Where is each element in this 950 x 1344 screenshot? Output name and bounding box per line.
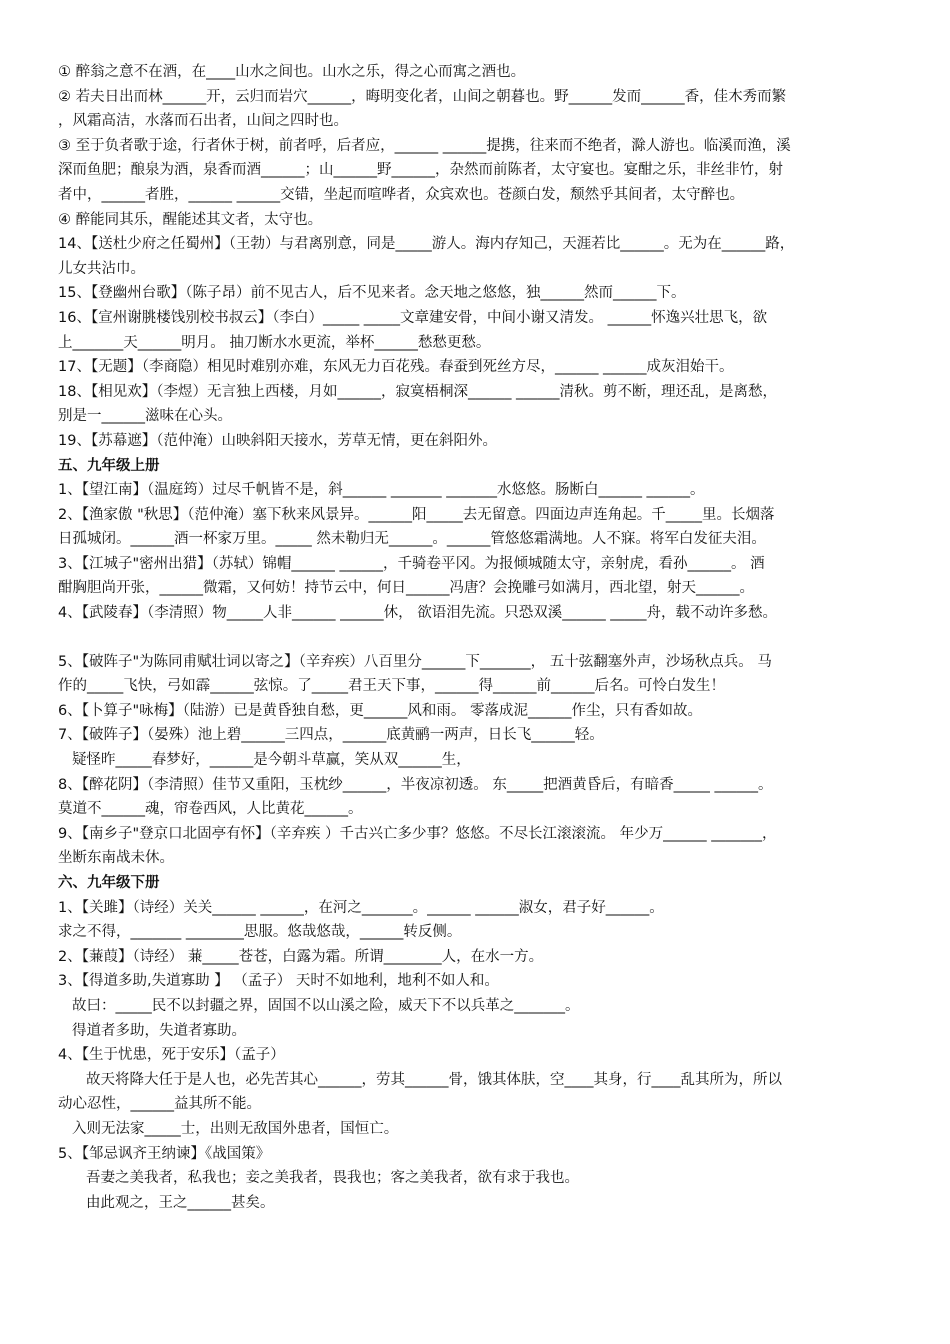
text-line: 故天将降大任于是人也，必先苦其心______，劳其______骨，饿其体肤，空____其身，行____乱其所为，所以 bbox=[86, 1071, 782, 1088]
text-line: 入则无法家_____士，出则无敌国外患者，国恒亡。 bbox=[72, 1120, 399, 1137]
text-line: ① 醉翁之意不在酒，在____山水之间也。山水之乐，得之心而寓之酒也。 bbox=[58, 64, 526, 80]
text-line: 作的_____飞快，弓如霹______弦惊。了_____君王天下事，______得______前______后名。可怜白发生！ bbox=[58, 678, 725, 695]
text-line: 4、【武陵春】（李清照）物_____人非______ ______休， 欲语泪先流。只恐双溪______ _____舟，载不动许多愁。 bbox=[58, 605, 778, 622]
section-heading: 五、九年级上册 bbox=[58, 457, 160, 474]
text-line: 疑怪昨_____春梦好，______是今朝斗草赢，笑从双______生， bbox=[72, 752, 471, 769]
text-line: 故曰：_____民不以封疆之界，固国不以山溪之险，威天下不以兵革之_______。 bbox=[72, 997, 580, 1014]
text-line: 17、【无题】（李商隐）相见时难别亦难，东风无力百花残。春蚕到死丝方尽，______ ______成灰泪始干。 bbox=[58, 359, 734, 376]
text-line: 1、【望江南】（温庭筠）过尽千帆皆不是，斜______ _______ _______水悠悠。肠断白______ ______。 bbox=[58, 482, 705, 499]
text-line: 者中，______者胜，______ ______交错，坐起而喧哗者，众宾欢也。苍颜白发，颓然乎其间者，太守醉也。 bbox=[58, 186, 745, 203]
text-line: 求之不得，_______ ________思服。悠哉悠哉，______转反侧。 bbox=[58, 924, 462, 941]
text-line: 3、【江城子"密州出猎】（苏轼）锦帽______ ______，千骑卷平冈。为报倾城随太守，亲射虎，看孙______。 酒 bbox=[58, 555, 765, 572]
text-line: 5、【邹忌讽齐王纳谏】《战国策》 bbox=[58, 1145, 271, 1162]
text-line: 深而鱼肥；酿泉为酒，泉香而酒______；山______野______，杂然而前陈者，太守宴也。宴酣之乐，非丝非竹，射 bbox=[58, 162, 783, 179]
text-line: 6、【卜算子"咏梅】（陆游）已是黄昏独自愁，更______风和雨。 零落成泥______作尘，只有香如故。 bbox=[58, 702, 703, 719]
text-line: 儿女共沾巾。 bbox=[58, 260, 145, 277]
text-line: ④ 醉能同其乐，醒能述其文者，太守也。 bbox=[58, 211, 323, 228]
blank-line bbox=[58, 626, 918, 650]
text-line: ，风霜高洁，水落而石出者，山间之四时也。 bbox=[58, 113, 348, 130]
text-line: 动心忍性，______益其所不能。 bbox=[58, 1096, 261, 1113]
text-line: 16、【宣州谢朓楼饯别校书叔云】（李白）_____ _____文章建安骨，中间小谢又清发。 ______怀逸兴壮思飞，欲 bbox=[58, 309, 768, 326]
text-line: 14、【送杜少府之任蜀州】（王勃）与君离别意，同是_____游人。海内存知己，天涯若比______。无为在______路， bbox=[58, 236, 795, 253]
text-line: 1、【关雎】（诗经）关关______ ______，在河之_______。______ ______淑女，君子好______。 bbox=[58, 899, 664, 916]
text-line: 18、【相见欢】（李煜）无言独上西楼，月如______，寂寞梧桐深______ ______清秋。剪不断，理还乱，是离愁， bbox=[58, 383, 778, 400]
text-line: 酣胸胆尚开张，______微霜，又何妨！持节云中，何日______冯唐？会挽雕弓如满月，西北望，射天______。 bbox=[58, 580, 754, 597]
worksheet-page bbox=[58, 60, 918, 1215]
text-line: 15、【登幽州台歌】（陈子昂）前不见古人，后不见来者。念天地之悠悠，独______然而______下。 bbox=[58, 285, 686, 302]
text-line: 9、【南乡子"登京口北固亭有怀】（辛弃疾 ）千古兴亡多少事？悠悠。不尽长江滚滚流。 年少万______ _______， bbox=[58, 825, 777, 842]
text-line: 别是一______滋味在心头。 bbox=[58, 408, 232, 425]
text-line: ③ 至于负者歌于途，行者休于树，前者呼，后者应，______ ______提携，往来而不绝者，滁人游也。临溪而渔，溪 bbox=[58, 137, 791, 154]
text-line: 3、【得道多助,失道寡助 】 （孟子） 天时不如地利，地利不如人和。 bbox=[58, 973, 499, 990]
text-line: ② 若夫日出而林______开，云归而岩穴______，晦明变化者，山间之朝暮也。野______发而______香，佳木秀而繁 bbox=[58, 88, 787, 105]
text-line: 日孤城闭。______酒一杯家万里。_____ 然未勒归无______。______管悠悠霜满地。人不寐。将军白发征夫泪。 bbox=[58, 531, 766, 548]
text-line: 由此观之，王之______甚矣。 bbox=[86, 1194, 275, 1211]
text-line: 莫道不______魂，帘卷西风，人比黄花______。 bbox=[58, 801, 363, 818]
text-line: 吾妻之美我者，私我也；妾之美我者，畏我也；客之美我者，欲有求于我也。 bbox=[86, 1170, 579, 1187]
text-line: 5、【破阵子"为陈同甫赋壮词以寄之】（辛弃疾）八百里分______下_______， 五十弦翻塞外声，沙场秋点兵。 马 bbox=[58, 653, 772, 670]
text-line: 坐断东南战未休。 bbox=[58, 850, 174, 867]
text-line: 7、【破阵子】（晏殊）池上碧______三四点，______底黄鹂一两声，日长飞______轻。 bbox=[58, 727, 604, 744]
text-line: 上_______天______明月。 抽刀断水水更流，举杯______愁愁更愁。 bbox=[58, 334, 491, 351]
section-heading: 六、九年级下册 bbox=[58, 875, 160, 891]
text-line: 2、【渔家傲 "秋思】（范仲淹）塞下秋来风景异。______阳_____去无留意。四面边声连角起。千_____里。长烟落 bbox=[58, 506, 775, 523]
text-line: 8、【醉花阴】（李清照）佳节又重阳，玉枕纱______，半夜凉初透。 东_____把酒黄昏后，有暗香_____ ______。 bbox=[58, 776, 773, 793]
text-line: 2、【蒹葭】（诗经） 蒹_____苍苍，白露为霜。所谓________人，在水一方。 bbox=[58, 948, 544, 965]
text-line: 得道者多助，失道者寡助。 bbox=[72, 1022, 246, 1039]
text-line: 19、【苏幕遮】（范仲淹）山映斜阳天接水，芳草无情，更在斜阳外。 bbox=[58, 432, 497, 449]
text-line: 4、【生于忧患，死于安乐】（孟子） bbox=[58, 1047, 285, 1064]
